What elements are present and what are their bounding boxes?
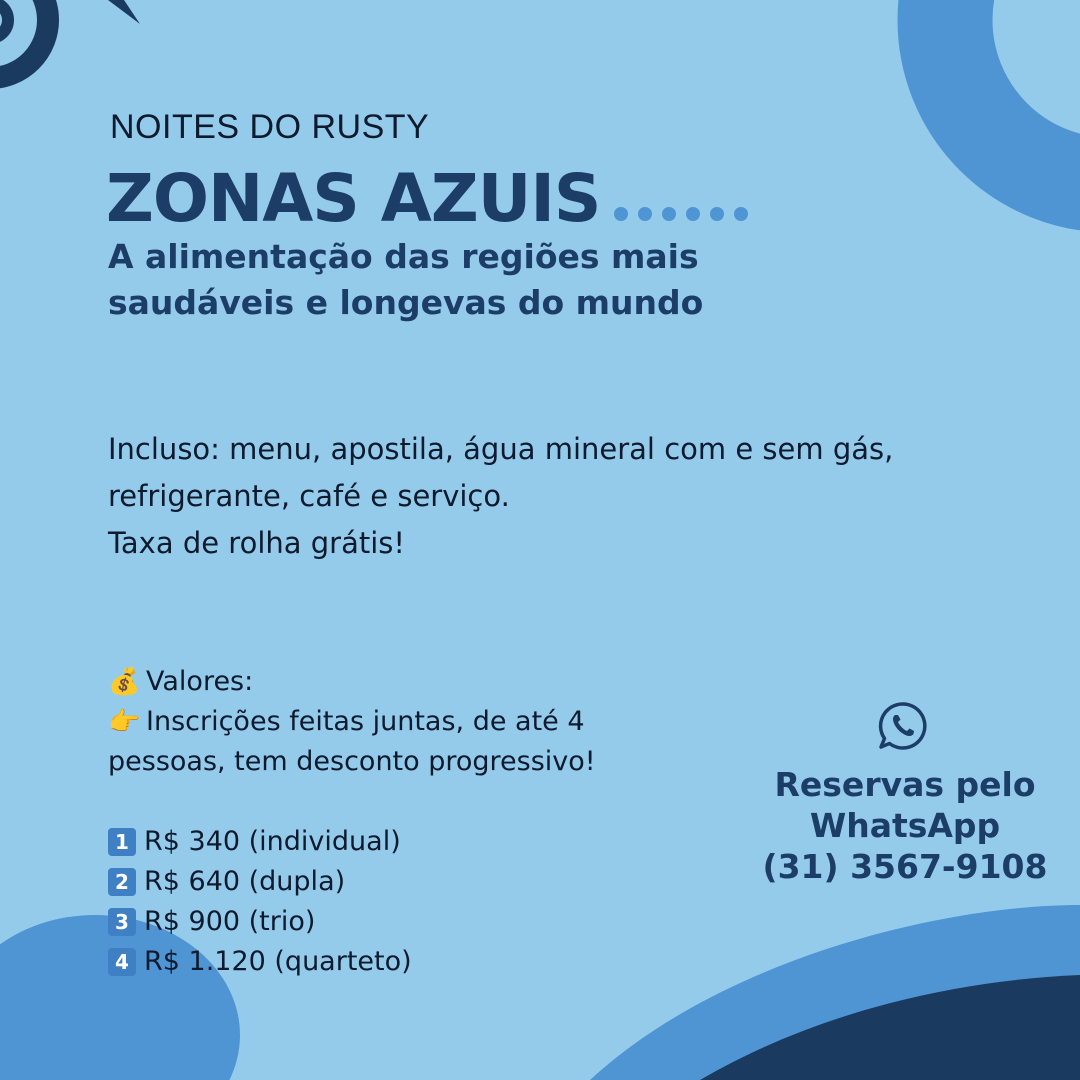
- price-option-label: R$ 900 (trio): [144, 906, 316, 937]
- price-option: [108, 822, 668, 862]
- included-line-2: refrigerante, café e serviço.: [108, 479, 510, 513]
- pointing-hand-icon: 👉: [108, 707, 141, 737]
- event-title-text: ZONAS AZUIS: [106, 160, 601, 237]
- reservation-info: [740, 764, 1070, 887]
- reservation-line-1: Reservas pelo: [774, 765, 1036, 804]
- money-bag-icon: 💰: [108, 667, 141, 697]
- discount-note-line-1: Inscrições feitas juntas, de até 4: [146, 706, 585, 737]
- pricing-section: [108, 662, 668, 982]
- title-dots-decoration: [614, 207, 748, 221]
- event-series-label: NOITES DO RUSTY: [110, 108, 430, 146]
- price-option: [108, 902, 668, 942]
- subtitle-line-2: saudáveis e longevas do mundo: [108, 283, 704, 322]
- phone-number[interactable]: (31) 3567-9108: [762, 847, 1048, 886]
- price-option-label: R$ 340 (individual): [144, 826, 401, 857]
- event-subtitle: [108, 234, 808, 326]
- whatsapp-icon: [877, 700, 929, 752]
- included-line-1: Incluso: menu, apostila, água mineral com e sem gás,: [108, 432, 894, 466]
- pricing-heading: [108, 662, 668, 702]
- reservation-line-2: WhatsApp: [809, 806, 1001, 845]
- price-option: [108, 942, 668, 982]
- price-option-label: R$ 1.120 (quarteto): [144, 946, 412, 977]
- discount-note-line-2: pessoas, tem desconto progressivo!: [108, 746, 596, 777]
- keycap-1-icon: 1: [108, 828, 136, 856]
- keycap-3-icon: 3: [108, 908, 136, 936]
- price-option-label: R$ 640 (dupla): [144, 866, 346, 897]
- event-title: [106, 160, 748, 237]
- included-items: [108, 426, 1008, 567]
- discount-note: [108, 702, 668, 742]
- included-line-3: Taxa de rolha grátis!: [108, 526, 406, 560]
- discount-note-continued: [108, 742, 668, 782]
- keycap-2-icon: 2: [108, 868, 136, 896]
- keycap-4-icon: 4: [108, 948, 136, 976]
- subtitle-line-1: A alimentação das regiões mais: [108, 237, 699, 276]
- price-option: [108, 862, 668, 902]
- pricing-heading-text: Valores:: [146, 666, 254, 697]
